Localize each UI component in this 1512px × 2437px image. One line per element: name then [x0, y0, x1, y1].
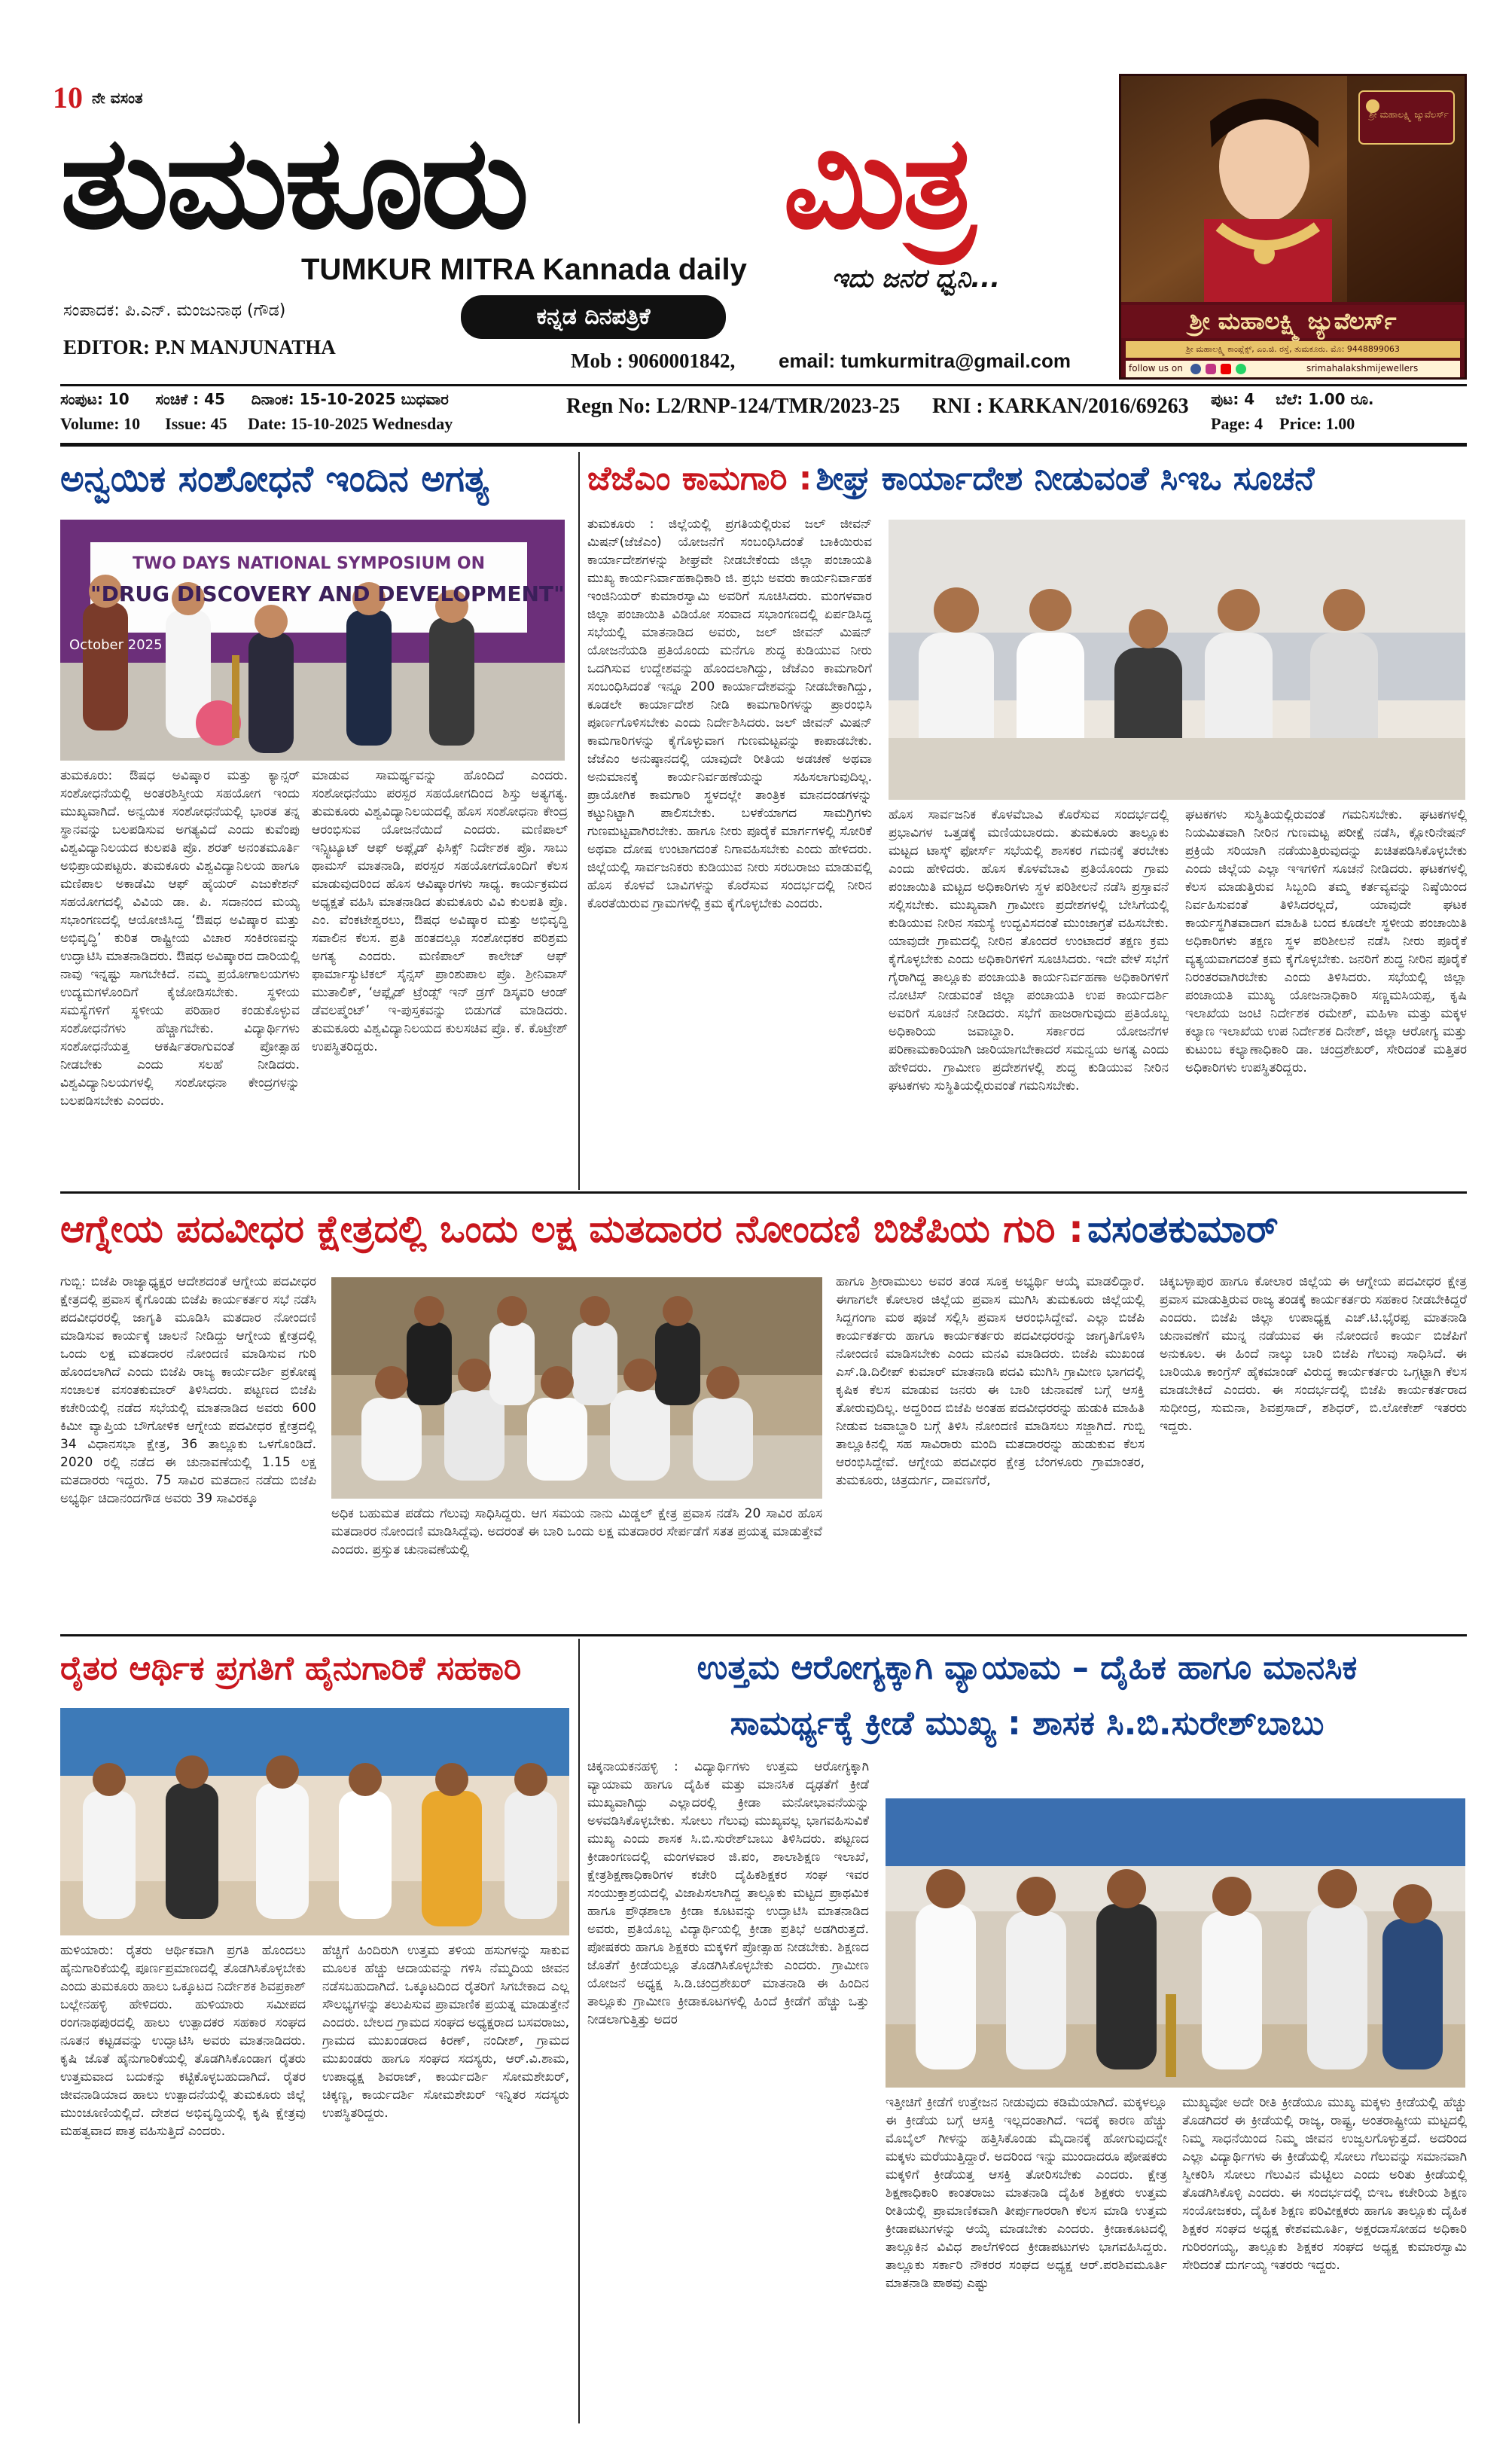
- story1-column-1: ತುಮಕೂರು: ಔಷಧ ಅವಿಷ್ಕಾರ ಮತ್ತು ಕ್ಯಾನ್ಸರ್ ಸಂಶೋಧನೆಯಲ್ಲಿ ಅಂತರಶಿಸ್ತೀಯ ಸಹಯೋಗ ಇಂದು ಮುಖ್ಯವಾಗಿದೆ. ಅನ್ವಯಿಕ ಸಂಶೋಧನೆಯಲ್ಲಿ ಭಾರತ ತನ್ನ ಸ್ಥಾನವನ್ನು ಬಲಪಡಿಸುವ ಅಗತ್ಯವಿದೆ ಎಂದು ಕುವೆಂಪು ವಿಶ್ವವಿದ್ಯಾನಿಲಯದ ಕುಲಪತಿ ಪ್ರೊ. ಶರತ್ ಅನಂತಮೂರ್ತಿ ಅಭಿಪ್ರಾಯಪಟ್ಟರು. ತುಮಕೂರು ವಿಶ್ವವಿದ್ಯಾನಿಲಯ ಹಾಗೂ ಮಣಿಪಾಲ ಅಕಾಡೆಮಿ ಆಫ್ ಹೈಯರ್ ಎಜುಕೇಶನ್ ಸಹಯೋಗದಲ್ಲಿ ವಿವಿಯ ಡಾ. ಪಿ. ಸದಾನಂದ ಮಯ್ಯ ಸಭಾಂಗಣದಲ್ಲಿ ಆಯೋಜಿಸಿದ್ದ ‘ಔಷಧ ಅವಿಷ್ಕಾರ ಮತ್ತು ಅಭಿವೃದ್ಧಿ’ ಕುರಿತ ರಾಷ್ಟ್ರೀಯ ವಿಚಾರ ಸಂಕಿರಣವನ್ನು ಉದ್ಘಾಟಿಸಿ ಮಾತನಾಡಿದರು. ಔಷಧ ಅವಿಷ್ಕಾರದ ದಾರಿಯಲ್ಲಿ ನಾವು ಇನ್ನಷ್ಟು ಸಾಗಬೇಕಿದೆ. ನಮ್ಮ ಪ್ರಯೋಗಾಲಯಗಳು ಉದ್ಯಮಗಳೊಂದಿಗೆ ಕೈಜೋಡಿಸಬೇಕು. ಸ್ಥಳೀಯ ಸಮಸ್ಯೆಗಳಿಗೆ ಸ್ಥಳೀಯ ಪರಿಹಾರ ಕಂಡುಕೊಳ್ಳುವ ಸಂಶೋಧನೆಗಳು ಹೆಚ್ಚಾಗಬೇಕು. ವಿದ್ಯಾರ್ಥಿಗಳು ಸಂಶೋಧನೆಯತ್ತ ಆಕರ್ಷಿತರಾಗುವಂತೆ ಪ್ರೋತ್ಸಾಹ ನೀಡಬೇಕು ಎಂದು ಸಲಹೆ ನೀಡಿದರು. ವಿಶ್ವವಿದ್ಯಾನಿಲಯಗಳಲ್ಲಿ ಸಂಶೋಧನಾ ಕೇಂದ್ರಗಳನ್ನು ಬಲಪಡಿಸಬೇಕು ಎಂದರು.: [60, 768, 300, 1109]
- ad-brand-top: ಶ್ರೀ ಮಹಾಲಕ್ಷ್ಮಿ ಜ್ಯುವೆಲರ್ಸ್: [1369, 109, 1449, 120]
- story3-headline-blue: ವಸಂತಕುಮಾರ್: [1087, 1207, 1279, 1251]
- story1-divider: [578, 452, 580, 1190]
- story5-photo: [886, 1798, 1465, 2088]
- story3-headline-red: ಆಗ್ನೇಯ ಪದವೀಧರ ಕ್ಷೇತ್ರದಲ್ಲಿ ಒಂದು ಲಕ್ಷ ಮತದಾರರ ನೋಂದಣಿ ಬಿಜೆಪಿಯ ಗುರಿ :: [60, 1207, 1084, 1251]
- jewellery-advertisement: [1119, 74, 1467, 380]
- story5-photo-image: [886, 1798, 1465, 2088]
- english-name: TUMKUR MITRA Kannada daily: [301, 253, 747, 286]
- story5-column-1: ಚಿಕ್ಕನಾಯಕನಹಳ್ಳಿ : ವಿದ್ಯಾರ್ಥಿಗಳು ಉತ್ತಮ ಆರೋಗ್ಯಕ್ಕಾಗಿ ವ್ಯಾಯಾಮ ಹಾಗೂ ದೈಹಿಕ ಮತ್ತು ಮಾನಸಿಕ ದೃಢತೆಗೆ ಕ್ರೀಡೆ ಮುಖ್ಯವಾಗಿದ್ದು ಎಲ್ಲಾದರಲ್ಲಿ ಕ್ರೀಡಾ ಮನೋಭಾವನೆಯನ್ನು ಅಳವಡಿಸಿಕೊಳ್ಳಬೇಕು. ಸೋಲು ಗೆಲುವು ಮುಖ್ಯವಲ್ಲ ಭಾಗವಹಿಸುವಿಕೆ ಮುಖ್ಯ ಎಂದು ಶಾಸಕ ಸಿ.ಬಿ.ಸುರೇಶ್‌ಬಾಬು ತಿಳಿಸಿದರು. ಪಟ್ಟಣದ ಕ್ರೀಡಾಂಗಣದಲ್ಲಿ ಮಂಗಳವಾರ ಜಿ.ಪಂ, ಶಾಲಾಶಿಕ್ಷಣ ಇಲಾಖೆ, ಕ್ಷೇತ್ರಶಿಕ್ಷಣಾಧಿಕಾರಿಗಳ ಕಚೇರಿ ದೈಹಿಕಶಿಕ್ಷಕರ ಸಂಘ ಇವರ ಸಂಯುಕ್ತಾಶ್ರಯದಲ್ಲಿ ವಿಜಾಪಿಸಲಾಗಿದ್ದ ತಾಲ್ಲೂಕು ಮಟ್ಟದ ಪ್ರಾಥಮಿಕ ಹಾಗೂ ಪ್ರೌಢಶಾಲಾ ಕ್ರೀಡಾ ಕೂಟವನ್ನು ಉದ್ಘಾಟಿಸಿ ಮಾತನಾಡಿದ ಅವರು, ಪ್ರತಿಯೊಬ್ಬ ವಿದ್ಯಾರ್ಥಿಯಲ್ಲಿ ಕ್ರೀಡಾ ಪ್ರತಿಭೆ ಅಡಗಿರುತ್ತದೆ. ಪೋಷಕರು ಹಾಗೂ ಶಿಕ್ಷಕರು ಮಕ್ಕಳಿಗೆ ಪ್ರೋತ್ಸಾಹ ನೀಡಬೇಕು. ಶಿಕ್ಷಣದ ಜೊತೆಗೆ ಕ್ರೀಡೆಯಲ್ಲೂ ತೊಡಗಿಸಿಕೊಳ್ಳಬೇಕು ಎಂದರು. ಗ್ರಾಮೀಣ ಯೋಜನೆ ಅಧ್ಯಕ್ಷ ಸಿ.ಡಿ.ಚಂದ್ರಶೇಖರ್ ಮಾತನಾಡಿ ಈ ಹಿಂದಿನ ತಾಲ್ಲೂಕು ಗ್ರಾಮೀಣ ಕ್ರೀಡಾಕೂಟಗಳಲ್ಲಿ ಹಿಂದೆ ಕ್ರೀಡೆಗೆ ಹೆಚ್ಚು ಒತ್ತು ನೀಡಲಾಗುತ್ತಿತ್ತು ಅದರ: [587, 1759, 869, 2027]
- story4-column-2: ಹೆಚ್ಚಿಗೆ ಹಿಂದಿರುಗಿ ಉತ್ತಮ ತಳಿಯ ಹಸುಗಳನ್ನು ಸಾಕುವ ಮೂಲಕ ಹೆಚ್ಚು ಆದಾಯವನ್ನು ಗಳಿಸಿ ನೆಮ್ಮದಿಯ ಜೀವನ ನಡೆಸಬಹುದಾಗಿದೆ. ಒಕ್ಕೂಟದಿಂದ ರೈತರಿಗೆ ಸಿಗಬೇಕಾದ ಎಲ್ಲ ಸೌಲಭ್ಯಗಳನ್ನು ತಲುಪಿಸುವ ಪ್ರಾಮಾಣಿಕ ಪ್ರಯತ್ನ ಮಾಡುತ್ತೇನೆ ಎಂದರು. ಬೇಲದ ಗ್ರಾಮದ ಸಂಘದ ಅಧ್ಯಕ್ಷರಾದ ಬಸವರಾಜು, ಗ್ರಾಮದ ಮುಖಂಡರಾದ ಕಿರಣ್, ನಂದೀಶ್, ಗ್ರಾಮದ ಮುಖಂಡರು ಹಾಗೂ ಸಂಘದ ಸದಸ್ಯರು, ಆರ್.ವಿ.ಶಾಮ, ಉಪಾಧ್ಯಕ್ಷ ಶಿವರಾಜ್, ಕಾರ್ಯದರ್ಶಿ ಸೋಮಶೇಖರ್, ಚಿಕ್ಕಣ್ಣ, ಕಾರ್ಯದರ್ಶಿ ಸೋಮಶೇಖರ್ ಇನ್ನಿತರ ಸದಸ್ಯರು ಉಪಸ್ಥಿತರಿದ್ದರು.: [322, 1943, 569, 2121]
- facebook-icon: [1190, 364, 1201, 374]
- story2-photo-image: [889, 520, 1465, 800]
- editor-english: EDITOR: P.N MANJUNATHA: [63, 336, 336, 358]
- title-mitra: ಮಿತ್ರ: [783, 108, 973, 258]
- story2-column-2: ಹೊಸ ಸಾರ್ವಜನಿಕ ಕೊಳವೆಬಾವಿ ಕೊರೆಸುವ ಸಂದರ್ಭದಲ್ಲಿ ಪ್ರಭಾವಿಗಳ ಒತ್ತಡಕ್ಕೆ ಮಣಿಯಬಾರದು. ತುಮಕೂರು ತಾಲ್ಲೂಕು ಮಟ್ಟದ ಟಾಸ್ಕ್ ಫೋರ್ಸ್ ಸಭೆಯಲ್ಲಿ ಶಾಸಕರ ಗಮನಕ್ಕೆ ತರಬೇಕು ಎಂದು ಹೇಳಿದರು. ಹೊಸ ಕೊಳವೆಬಾವಿ ಪ್ರತಿಯೊಂದು ಗ್ರಾಮ ಪಂಚಾಯಿತಿ ಮಟ್ಟದ ಅಧಿಕಾರಿಗಳು ಸ್ಥಳ ಪರಿಶೀಲನೆ ನಡೆಸಿ ಪ್ರಸ್ತಾವನೆ ಸಲ್ಲಿಸಬೇಕು. ಮುಖ್ಯವಾಗಿ ಗ್ರಾಮೀಣ ಪ್ರದೇಶಗಳಲ್ಲಿ ಬೇಸಿಗೆಯಲ್ಲಿ ಕುಡಿಯುವ ನೀರಿನ ಸಮಸ್ಯೆ ಉದ್ಭವಿಸದಂತೆ ಮುಂಜಾಗ್ರತೆ ವಹಿಸಬೇಕು. ಯಾವುದೇ ಗ್ರಾಮದಲ್ಲಿ ನೀರಿನ ತೊಂದರೆ ಉಂಟಾದರೆ ತಕ್ಷಣ ಕ್ರಮ ಕೈಗೊಳ್ಳಬೇಕು ಎಂದು ಅಧಿಕಾರಿಗಳಿಗೆ ಸೂಚಿಸಿದರು. ಇದೇ ವೇಳೆ ಸಭೆಗೆ ಗೈರಾಗಿದ್ದ ತಾಲ್ಲೂಕು ಪಂಚಾಯತಿ ಕಾರ್ಯನಿರ್ವಹಣಾ ಅಧಿಕಾರಿಗಳಿಗೆ ನೋಟಿಸ್ ನೀಡುವಂತೆ ಜಿಲ್ಲಾ ಪಂಚಾಯತಿ ಉಪ ಕಾರ್ಯದರ್ಶಿ ಅವರಿಗೆ ಸೂಚನೆ ನೀಡಿದರು. ಸಭೆಗೆ ಹಾಜರಾಗುವುದು ಪ್ರತಿಯೊಬ್ಬ ಅಧಿಕಾರಿಯ ಜವಾಬ್ದಾರಿ. ಸರ್ಕಾರದ ಯೋಜನೆಗಳ ಪರಿಣಾಮಕಾರಿಯಾಗಿ ಜಾರಿಯಾಗಬೇಕಾದರೆ ಸಮನ್ವಯ ಅಗತ್ಯ ಎಂದು ಹೇಳಿದರು. ಗ್ರಾಮೀಣ ಪ್ರದೇಶಗಳಲ್ಲಿ ಶುದ್ಧ ಕುಡಿಯುವ ನೀರಿನ ಘಟಕಗಳು ಸುಸ್ಥಿತಿಯಲ್ಲಿರುವಂತೆ ಗಮನಿಸಬೇಕು.: [889, 807, 1169, 1093]
- story2-headline-red: ಜೆಜೆಎಂ ಕಾಮಗಾರಿ :: [587, 459, 812, 498]
- ad-brand-name: ಶ್ರೀ ಮಹಾಲಕ್ಷ್ಮಿ ಜ್ಯುವೆಲರ್ಸ್: [1121, 305, 1465, 338]
- page-price-english: Page: 4 Price: 1.00: [1211, 414, 1355, 433]
- story1-column-2: ಮಾಡುವ ಸಾಮರ್ಥ್ಯವನ್ನು ಹೊಂದಿದೆ ಎಂದರು. ಸಂಶೋಧನೆಯು ಪರಸ್ಪರ ಸಹಯೋಗದಿಂದ ಶಿಸ್ತು ಅತ್ಯಗತ್ಯ. ತುಮಕೂರು ವಿಶ್ವವಿದ್ಯಾನಿಲಯದಲ್ಲಿ ಹೊಸ ಸಂಶೋಧನಾ ಕೇಂದ್ರ ಆರಂಭಿಸುವ ಯೋಜನೆಯಿದೆ ಎಂದರು. ಮಣಿಪಾಲ್ ಇನ್ಸ್ಟಿಟ್ಯೂಟ್ ಆಫ್ ಅಪ್ಲೈಡ್ ಫಿಸಿಕ್ಸ್ ನಿರ್ದೇಶಕ ಪ್ರೊ. ಸಾಬು ಥಾಮಸ್ ಮಾತನಾಡಿ, ಪರಸ್ಪರ ಸಹಯೋಗದೊಂದಿಗೆ ಕೆಲಸ ಮಾಡುವುದರಿಂದ ಹೊಸ ಆವಿಷ್ಕಾರಗಳು ಸಾಧ್ಯ. ಕಾರ್ಯಕ್ರಮದ ಅಧ್ಯಕ್ಷತೆ ವಹಿಸಿ ಮಾತನಾಡಿದ ತುಮಕೂರು ವಿವಿ ಕುಲಪತಿ ಪ್ರೊ. ಎಂ. ವೆಂಕಟೇಶ್ವರಲು, ಔಷಧ ಅವಿಷ್ಕಾರ ಮತ್ತು ಅಭಿವೃದ್ಧಿ ಸವಾಲಿನ ಕೆಲಸ. ಪ್ರತಿ ಹಂತದಲ್ಲೂ ಸಂಶೋಧಕರ ಪರಿಶ್ರಮ ಅಗತ್ಯ ಎಂದರು. ಮಣಿಪಾಲ್ ಕಾಲೇಜ್ ಆಫ್ ಫಾರ್ಮಾಸ್ಯುಟಿಕಲ್ ಸೈನ್ಸಸ್ ಪ್ರಾಂಶುಪಾಲ ಪ್ರೊ. ಶ್ರೀನಿವಾಸ್ ಮುತಾಲಿಕ್, ‘ಆಪ್ಲೈಡ್ ಟ್ರೆಂಡ್ಸ್ ಇನ್ ಡ್ರಗ್ ಡಿಸ್ಕವರಿ ಆಂಡ್ ಡೆವಲಪ್ಮೆಂಟ್’ ಇ-ಪುಸ್ತಕವನ್ನು ಬಿಡುಗಡೆ ಮಾಡಿದರು. ತುಮಕೂರು ವಿಶ್ವವಿದ್ಯಾನಿಲಯದ ಕುಲಸಚಿವ ಪ್ರೊ. ಕೆ. ಕೊಟ್ರೇಶ್ ಉಪಸ್ಥಿತರಿದ್ದರು.: [312, 768, 568, 1054]
- story1-headline: ಅನ್ವಯಿಕ ಸಂಶೋಧನೆ ಇಂದಿನ ಅಗತ್ಯ: [60, 458, 489, 500]
- story5-column-3: ಮುಖ್ಯವೋ ಅದೇ ರೀತಿ ಕ್ರೀಡೆಯೂ ಮುಖ್ಯ ಮಕ್ಕಳು ಕ್ರೀಡೆಯಲ್ಲಿ ಹೆಚ್ಚು ತೊಡಗಿದರೆ ಈ ಕ್ರೀಡೆಯಲ್ಲಿ ರಾಜ್ಯ, ರಾಷ್ಟ್ರ, ಅಂತರಾಷ್ಟ್ರೀಯ ಮಟ್ಟದಲ್ಲಿ ನಿಮ್ಮ ಸಾಧನೆಯಿಂದ ನಿಮ್ಮ ಜೀವನ ಉಜ್ವಲಗೊಳ್ಳುತ್ತದೆ. ಅದರಿಂದ ಎಲ್ಲಾ ವಿದ್ಯಾರ್ಥಿಗಳು ಈ ಕ್ರೀಡೆಯಲ್ಲಿ ಸೋಲು ಗೆಲುವನ್ನು ಸಮಾನವಾಗಿ ಸ್ವೀಕರಿಸಿ ಸೋಲು ಗೆಲುವಿನ ಮೆಟ್ಟಿಲು ಎಂದು ಅರಿತು ಕ್ರೀಡೆಯಲ್ಲಿ ತೊಡಗಿಸಿಕೊಳ್ಳಿ ಎಂದರು. ಈ ಸಂದರ್ಭದಲ್ಲಿ ಬಿಇಒ ಕಚೇರಿಯ ಶಿಕ್ಷಣ ಸಂಯೋಜಕರು, ದೈಹಿಕ ಶಿಕ್ಷಣ ಪರಿವೀಕ್ಷಕರು ಹಾಗೂ ತಾಲ್ಲೂಕು ದೈಹಿಕ ಶಿಕ್ಷಕರ ಸಂಘದ ಅಧ್ಯಕ್ಷ ಕೇಶವಮೂರ್ತಿ, ಅಕ್ಷರದಾಸೋಹದ ಅಧಿಕಾರಿ ಗುರಿರಂಗಯ್ಯ, ತಾಲ್ಲೂಕು ಶಿಕ್ಷಕರ ಸಂಘದ ಅಧ್ಯಕ್ಷ ಕುಮಾರಸ್ವಾಮಿ ಸೇರಿದಂತೆ ದುರ್ಗಯ್ಯ ಇತರರು ಇದ್ದರು.: [1182, 2095, 1467, 2273]
- story5-headline-line1: ಉತ್ತಮ ಆರೋಗ್ಯಕ್ಕಾಗಿ ವ್ಯಾಯಾಮ – ದೈಹಿಕ ಹಾಗೂ ಮಾನಸಿಕ: [697, 1649, 1358, 1687]
- ad-address: ಶ್ರೀ ಮಹಾಲಕ್ಷ್ಮಿ ಕಾಂಪ್ಲೆಕ್ಸ್, ಎಂ.ಜಿ. ರಸ್ತೆ, ತುಮಕೂರು. ಮೊ: 9448899063: [1126, 341, 1460, 358]
- instagram-icon: [1206, 364, 1216, 374]
- story2-photo: [889, 520, 1465, 800]
- story3-column-1: ಗುಬ್ಬಿ: ಬಿಜೆಪಿ ರಾಜ್ಯಾಧ್ಯಕ್ಷರ ಆದೇಶದಂತೆ ಆಗ್ನೇಯ ಪದವೀಧರ ಕ್ಷೇತ್ರದಲ್ಲಿ ಪ್ರವಾಸ ಕೈಗೊಂಡು ಬಿಜೆಪಿ ಕಾರ್ಯಕರ್ತರ ಸಭೆ ನಡೆಸಿ ಪದವೀಧರರಲ್ಲಿ ಜಾಗೃತಿ ಮೂಡಿಸಿ ಮತದಾರ ನೋಂದಣಿ ಮಾಡಿಸುವ ಕಾರ್ಯಕ್ಕೆ ಚಾಲನೆ ನೀಡಿದ್ದು ಆಗ್ನೇಯ ಕ್ಷೇತ್ರದಲ್ಲಿ ಒಂದು ಲಕ್ಷ ಮತದಾರರ ನೋಂದಣಿ ಮಾಡಿಸುವ ಗುರಿ ಹೊಂದಲಾಗಿದೆ ಎಂದು ಬಿಜೆಪಿ ರಾಜ್ಯ ಕಾರ್ಯದರ್ಶಿ ಪ್ರಕೋಷ್ಠ ಸಂಚಾಲಕ ವಸಂತಕುಮಾರ್ ತಿಳಿಸಿದರು. ಪಟ್ಟಣದ ಬಿಜೆಪಿ ಕಚೇರಿಯಲ್ಲಿ ನಡೆದ ಸಭೆಯಲ್ಲಿ ಮಾತನಾಡಿದ ಅವರು 600 ಕಿಮೀ ವ್ಯಾಪ್ತಿಯ ಬೌಗೋಳಿಕ ಆಗ್ನೇಯ ಪದವೀಧರ ಕ್ಷೇತ್ರದಲ್ಲಿ 34 ವಿಧಾನಸಭಾ ಕ್ಷೇತ್ರ, 36 ತಾಲ್ಲೂಕು ಒಳಗೊಂಡಿದೆ. 2020 ರಲ್ಲಿ ನಡೆದ ಈ ಚುನಾವಣೆಯಲ್ಲಿ 1.15 ಲಕ್ಷ ಮತದಾರರು ಇದ್ದರು. 75 ಸಾವಿರ ಮತದಾನ ನಡೆದು ಬಿಜೆಪಿ ಅಭ್ಯರ್ಥಿ ಚಿದಾನಂದಗೌಡ ಅವರು 39 ಸಾವಿರಕ್ಕೂ: [60, 1274, 316, 1506]
- story3-column-3: ಹಾಗೂ ಶ್ರೀರಾಮುಲು ಅವರ ತಂಡ ಸೂಕ್ತ ಅಭ್ಯರ್ಥಿ ಆಯ್ಕೆ ಮಾಡಲಿದ್ದಾರೆ. ಈಗಾಗಲೇ ಕೋಲಾರ ಜಿಲ್ಲೆಯ ಪ್ರವಾಸ ಮುಗಿಸಿ ತುಮಕೂರು ಜಿಲ್ಲೆಯಲ್ಲಿ ಸಿದ್ದಗಂಗಾ ಮಠ ಪೂಜೆ ಸಲ್ಲಿಸಿ ಪ್ರವಾಸ ಆರಂಭಿಸಿದ್ದೇವೆ. ಎಲ್ಲಾ ಬಿಜೆಪಿ ಕಾರ್ಯಕರ್ತರು ಹಾಗೂ ಕಾರ್ಯಕರ್ತರು ಪದವೀಧರರನ್ನು ಜಾಗೃತಿಗೊಳಿಸಿ ನೋಂದಣಿ ಮಾಡಿಸಬೇಕು ಎಂದು ಮನವಿ ಮಾಡಿದರು. ಬಿಜೆಪಿ ಮುಖಂಡ ಎಸ್.ಡಿ.ದಿಲೀಪ್ ಕುಮಾರ್ ಮಾತನಾಡಿ ಪದವಿ ಮುಗಿಸಿ ಗ್ರಾಮೀಣ ಭಾಗದಲ್ಲಿ ಕೃಷಿಕ ಕೆಲಸ ಮಾಡುವ ಜನರು ಈ ಬಾರಿ ಚುನಾವಣೆ ಬಗ್ಗೆ ಆಸಕ್ತಿ ತೋರುವುದಿಲ್ಲ. ಅದ್ದರಿಂದ ಬಿಜೆಪಿ ಅಂತಹ ಪದವೀಧರರನ್ನು ಹುಡುಕಿ ಮಾಹಿತಿ ನೀಡುವ ಜವಾಬ್ದಾರಿ ಬಗ್ಗೆ ತಿಳಿಸಿ ನೋಂದಣಿ ಮಾಡಿಸಲು ಸಜ್ಜಾಗಿದೆ. ಗುಬ್ಬಿ ತಾಲ್ಲೂಕಿನಲ್ಲಿ ಸಹ ಸಾವಿರಾರು ಮಂದಿ ಮತದಾರರನ್ನು ಹುಡುಕುವ ಕೆಲಸ ಆರಂಭಿಸಿದ್ದೇವೆ. ಆಗ್ನೇಯ ಪದವೀಧರ ಕ್ಷೇತ್ರ ಬೆಂಗಳೂರು ಗ್ರಾಮಾಂತರ, ತುಮಕೂರು, ಚಿತ್ರದುರ್ಗ, ದಾವಣಗೆರೆ,: [836, 1274, 1145, 1488]
- story2-headline-blue: ಶೀಘ್ರ ಕಾರ್ಯಾದೇಶ ನೀಡುವಂತೆ ಸಿಇಒ ಸೂಚನೆ: [815, 459, 1315, 498]
- title-kannada: ತುಮಕೂರು: [60, 108, 526, 258]
- story4-column-1: ಹುಳಿಯಾರು: ರೈತರು ಆರ್ಥಿಕವಾಗಿ ಪ್ರಗತಿ ಹೊಂದಲು ಹೈನುಗಾರಿಕೆಯಲ್ಲಿ ಪೂರ್ಣಪ್ರಮಾಣದಲ್ಲಿ ತೊಡಗಿಸಿಕೊಳ್ಳಬೇಕು ಎಂದು ತುಮಕೂರು ಹಾಲು ಒಕ್ಕೂಟದ ನಿರ್ದೇಶಕ ಶಿವಪ್ರಕಾಶ್ ಬಲ್ಲೇನಹಳ್ಳಿ ಹೇಳಿದರು. ಹುಳಿಯಾರು ಸಮೀಪದ ರಂಗನಾಥಪುರದಲ್ಲಿ ಹಾಲು ಉತ್ಪಾದಕರ ಸಹಕಾರ ಸಂಘದ ನೂತನ ಕಟ್ಟಡವನ್ನು ಉದ್ಘಾಟಿಸಿ ಅವರು ಮಾತನಾಡಿದರು. ಕೃಷಿ ಜೊತೆ ಹೈನುಗಾರಿಕೆಯಲ್ಲಿ ತೊಡಗಿಸಿಕೊಂಡಾಗ ರೈತರು ಉತ್ತಮವಾದ ಬದುಕನ್ನು ಕಟ್ಟಿಕೊಳ್ಳಬಹುದಾಗಿದೆ. ರೈತರ ಜೀವನಾಡಿಯಾದ ಹಾಲು ಉತ್ಪಾದನೆಯಲ್ಲಿ ತುಮಕೂರು ಜಿಲ್ಲೆ ಮುಂಚೂಣಿಯಲ್ಲಿದೆ. ದೇಶದ ಅಭಿವೃದ್ಧಿಯಲ್ಲಿ ಕೃಷಿ ಕ್ಷೇತ್ರವು ಮಹತ್ವವಾದ ಪಾತ್ರ ವಹಿಸುತ್ತಿದೆ ಎಂದರು.: [60, 1943, 306, 2139]
- story1-photo: [60, 520, 565, 761]
- story4-photo: [60, 1708, 569, 1935]
- rule-after-row2: [60, 1634, 1467, 1636]
- rni-number: RNI : KARKAN/2016/69263: [932, 395, 1189, 418]
- story5-column-2: ಇತ್ತೀಚಿಗೆ ಕ್ರೀಡೆಗೆ ಉತ್ತೇಜನ ನೀಡುವುದು ಕಡಿಮೆಯಾಗಿದೆ. ಮಕ್ಕಳಲ್ಲೂ ಈ ಕ್ರೀಡೆಯ ಬಗ್ಗೆ ಆಸಕ್ತಿ ಇಲ್ಲದಂತಾಗಿದೆ. ಇದಕ್ಕೆ ಕಾರಣ ಹೆಚ್ಚು ಮೊಬೈಲ್ ಗೀಳನ್ನು ಹತ್ತಿಸಿಕೊಂಡು ಮೈದಾನಕ್ಕೆ ಹೋಗುವುದನ್ನೇ ಮಕ್ಕಳು ಮರೆಯುತ್ತಿದ್ದಾರೆ. ಅದರಿಂದ ಇನ್ನು ಮುಂದಾದರೂ ಪೋಷಕರು ಮಕ್ಕಳಿಗೆ ಕ್ರೀಡೆಯತ್ತ ಆಸಕ್ತಿ ತೋರಿಸಬೇಕು ಎಂದರು. ಕ್ಷೇತ್ರ ಶಿಕ್ಷಣಾಧಿಕಾರಿ ಕಾಂತರಾಜು ಮಾತನಾಡಿ ದೈಹಿಕ ಶಿಕ್ಷಕರು ಉತ್ತಮ ರೀತಿಯಲ್ಲಿ ಪ್ರಾಮಾಣಿಕವಾಗಿ ತೀರ್ಪುಗಾರರಾಗಿ ಕೆಲಸ ಮಾಡಿ ಉತ್ತಮ ಕ್ರೀಡಾಪಟುಗಳನ್ನು ಆಯ್ಕೆ ಮಾಡಬೇಕು ಎಂದರು. ಕ್ರೀಡಾಕೂಟದಲ್ಲಿ ತಾಲ್ಲೂಕಿನ ವಿವಿಧ ಶಾಲೆಗಳಿಂದ ಕ್ರೀಡಾಪಟುಗಳು ಭಾಗವಹಿಸಿದ್ದರು. ತಾಲ್ಲೂಕು ಸರ್ಕಾರಿ ನೌಕರರ ಸಂಘದ ಅಧ್ಯಕ್ಷ ಆರ್.ಪರಶಿವಮೂರ್ತಿ ಮಾತನಾಡಿ ಪಾಠವು ಎಷ್ಟು: [886, 2095, 1167, 2291]
- whatsapp-icon: [1236, 364, 1246, 374]
- story4-headline: ರೈತರ ಆರ್ಥಿಕ ಪ್ರಗತಿಗೆ ಹೈನುಗಾರಿಕೆ ಸಹಕಾರಿ: [60, 1649, 522, 1688]
- page-price-kannada: ಪುಟ: 4 ಬೆಲೆ: 1.00 ರೂ.: [1211, 390, 1374, 408]
- story3-photo-image: [331, 1277, 822, 1499]
- edition-suffix: ನೇ ವಸಂತ: [92, 89, 143, 107]
- editor-kannada: ಸಂಪಾದಕ: ಪಿ.ಎನ್. ಮಂಜುನಾಥ (ಗೌಡ): [63, 301, 286, 320]
- story3-headline: [60, 1197, 1467, 1261]
- info-bar: [60, 389, 1467, 440]
- youtube-icon: [1221, 364, 1231, 374]
- story1-banner-date: October 2025: [69, 637, 163, 653]
- volume-issue-date-kannada: ಸಂಪುಟ: 10 ಸಂಚಿಕೆ : 45 ದಿನಾಂಕ: 15-10-2025 ಬುಧವಾರ: [60, 390, 449, 408]
- email-address: email: tumkurmitra@gmail.com: [779, 349, 1072, 372]
- story4-photo-image: [60, 1708, 569, 1935]
- story3-column-2: ಅಧಿಕ ಬಹುಮತ ಪಡೆದು ಗೆಲುವು ಸಾಧಿಸಿದ್ದರು. ಆಗ ಸಮಯ ನಾನು ಮಿಡ್ಡಲ್ ಕ್ಷೇತ್ರ ಪ್ರವಾಸ ನಡೆಸಿ 20 ಸಾವಿರ ಹೊಸ ಮತದಾರರ ನೋಂದಣಿ ಮಾಡಿಸಿದ್ದೆವು. ಅದರಂತೆ ಈ ಬಾರಿ ಒಂದು ಲಕ್ಷ ಮತದಾರರ ಸೇರ್ಪಡೆಗೆ ಸತತ ಪ್ರಯತ್ನ ಮಾಡುತ್ತೇವೆ ಎಂದರು. ಪ್ರಸ್ತುತ ಚುನಾವಣೆಯಲ್ಲಿ: [331, 1506, 822, 1557]
- info-rule-bottom: [60, 443, 1467, 447]
- ad-follow-bar: [1126, 361, 1460, 377]
- story2-headline: [587, 452, 1467, 506]
- story1-banner-line2: "DRUG DISCOVERY AND DEVELOPMENT": [90, 581, 565, 606]
- daily-badge: ಕನ್ನಡ ದಿನಪತ್ರಿಕೆ: [461, 295, 726, 339]
- registration-number: Regn No: L2/RNP-124/TMR/2023-25: [566, 395, 901, 418]
- story3-photo: [331, 1277, 822, 1499]
- ad-follow-label: follow us on: [1129, 363, 1183, 374]
- lamp-icon: [232, 655, 239, 738]
- info-rule-top: [60, 384, 1467, 386]
- volume-issue-date-english: Volume: 10 Issue: 45 Date: 15-10-2025 Wednesday: [60, 414, 453, 433]
- story4-divider: [578, 1639, 580, 2423]
- story2-column-1: ತುಮಕೂರು : ಜಿಲ್ಲೆಯಲ್ಲಿ ಪ್ರಗತಿಯಲ್ಲಿರುವ ಜಲ್ ಜೀವನ್ ಮಿಷನ್(ಜೆಜೆಎಂ) ಯೋಜನೆಗೆ ಸಂಬಂಧಿಸಿದಂತೆ ಬಾಕಿಯಿರುವ ಕಾರ್ಯಾದೇಶಗಳನ್ನು ಶೀಘ್ರವೇ ನೀಡಬೇಕೆಂದು ಜಿಲ್ಲಾ ಪಂಚಾಯತಿ ಮುಖ್ಯ ಕಾರ್ಯನಿರ್ವಾಹಕಾಧಿಕಾರಿ ಜಿ. ಪ್ರಭು ಅವರು ಕಾರ್ಯನಿರ್ವಾಹಕ ಇಂಜಿನಿಯರ್ ಕುಮಾರಸ್ವಾಮಿ ಅವರಿಗೆ ಸೂಚಿಸಿದರು. ಮಂಗಳವಾರ ಜಿಲ್ಲಾ ಪಂಚಾಯಿತಿ ವಿಡಿಯೋ ಸಂವಾದ ಸಭಾಂಗಣದಲ್ಲಿ ಏರ್ಪಡಿಸಿದ್ದ ಸಭೆಯಲ್ಲಿ ಮಾತನಾಡಿದ ಅವರು, ಜಲ್ ಜೀವನ್ ಮಿಷನ್ ಯೋಜನೆಯಡಿ ಪ್ರತಿಯೊಂದು ಮನೆಗೂ ಶುದ್ಧ ಕುಡಿಯುವ ನೀರು ಒದಗಿಸುವ ಉದ್ದೇಶವನ್ನು ಹೊಂದಲಾಗಿದ್ದು, ಜೆಜೆಎಂ ಕಾಮಗಾರಿಗೆ ಸಂಬಂಧಿಸಿದಂತೆ ಇನ್ನೂ 200 ಕಾರ್ಯಾದೇಶವನ್ನು ನೀಡಬೇಕಾಗಿದ್ದು, ಕೂಡಲೇ ಕಾರ್ಯಾದೇಶ ನೀಡಿ ಕಾಮಗಾರಿಗಳನ್ನು ಪ್ರಾರಂಭಿಸಿ ಪೂರ್ಣಗೊಳಿಸಬೇಕು ಎಂದು ನಿರ್ದೇಶಿಸಿದರು. ಜಲ್ ಜೀವನ್ ಮಿಷನ್ ಕಾಮಗಾರಿಗಳನ್ನು ಕೈಗೊಳ್ಳುವಾಗ ಗುಣಮಟ್ಟವನ್ನು ಕಾಪಾಡಬೇಕು. ಜೆಜೆಎಂ ಅನುಷ್ಠಾನದಲ್ಲಿ ಯಾವುದೇ ರೀತಿಯ ಅಡಚಣೆ ಅಥವಾ ಅನುಮಾನಕ್ಕೆ ಕಾರ್ಯನಿರ್ವಹಣೆಯನ್ನು ಸಹಿಸಲಾಗುವುದಿಲ್ಲ. ಪ್ರಾಯೋಗಿಕ ಕಾಮಗಾರಿ ಸ್ಥಳದಲ್ಲೇ ತಾಂತ್ರಿಕ ಮಾನದಂಡಗಳನ್ನು ಕಟ್ಟುನಿಟ್ಟಾಗಿ ಪಾಲಿಸಬೇಕು. ಬಳಕೆಯಾಗದ ಸಾಮಗ್ರಿಗಳು ಗುಣಮಟ್ಟವಾಗಿರಬೇಕು. ಹಾಗೂ ನೀರು ಪೂರೈಕೆ ಮಾರ್ಗಗಳಲ್ಲಿ ಸೋರಿಕೆ ಅಥವಾ ದೋಷ ಉಂಟಾಗದಂತೆ ನಿಗಾವಹಿಸಬೇಕು ಎಂದು ಹೇಳಿದರು. ಜಿಲ್ಲೆಯಲ್ಲಿ ಸಾರ್ವಜನಿಕರು ಕುಡಿಯುವ ನೀರು ಸರಬರಾಜು ಮಾಡುವಲ್ಲಿ ಹೊಸ ಕೊಳವೆ ಬಾವಿಗಳನ್ನು ಕೊರೆಸುವ ಸಂದರ್ಭದಲ್ಲಿ ನೀರಿನ ಕೊರತೆಯಿರುವ ಗ್ರಾಮಗಳಲ್ಲಿ ಕ್ರಮ ಕೈಗೊಳ್ಳಬೇಕು ಎಂದರು.: [587, 517, 872, 911]
- story2-column-3: ಘಟಕಗಳು ಸುಸ್ಥಿತಿಯಲ್ಲಿರುವಂತೆ ಗಮನಿಸಬೇಕು. ಘಟಕಗಳಲ್ಲಿ ನಿಯಮಿತವಾಗಿ ನೀರಿನ ಗುಣಮಟ್ಟ ಪರೀಕ್ಷೆ ನಡೆಸಿ, ಕ್ಲೋರಿನೇಷನ್ ಪ್ರಕ್ರಿಯೆ ಸರಿಯಾಗಿ ನಡೆಯುತ್ತಿರುವುದನ್ನು ಖಚಿತಪಡಿಸಿಕೊಳ್ಳಬೇಕು ಎಂದು ಜಿಲ್ಲೆಯ ಎಲ್ಲಾ ಇಇಗಳಿಗೆ ಸೂಚನೆ ನೀಡಿದರು. ಘಟಕಗಳಲ್ಲಿ ಕೆಲಸ ಮಾಡುತ್ತಿರುವ ಸಿಬ್ಬಂದಿ ತಮ್ಮ ಕರ್ತವ್ಯವನ್ನು ನಿಷ್ಠೆಯಿಂದ ನಿರ್ವಹಿಸುವಂತೆ ತಿಳಿಸಿದರಲ್ಲದೆ, ಯಾವುದೇ ಘಟಕ ಕಾರ್ಯಸ್ಥಗಿತವಾದಾಗ ಮಾಹಿತಿ ಬಂದ ಕೂಡಲೇ ಸ್ಥಳೀಯ ಪಂಚಾಯಿತಿ ಅಧಿಕಾರಿಗಳು ತಕ್ಷಣ ಸ್ಥಳ ಪರಿಶೀಲನೆ ನಡೆಸಿ ನೀರು ಪೂರೈಕೆ ವ್ಯತ್ಯಯವಾಗದಂತೆ ಕ್ರಮ ಕೈಗೊಳ್ಳಬೇಕು. ಜನರಿಗೆ ಶುದ್ಧ ನೀರಿನ ಪೂರೈಕೆ ನಿರಂತರವಾಗಿರಬೇಕು ಎಂದು ತಿಳಿಸಿದರು. ಸಭೆಯಲ್ಲಿ ಜಿಲ್ಲಾ ಪಂಚಾಯತಿ ಮುಖ್ಯ ಯೋಜನಾಧಿಕಾರಿ ಸಣ್ಣಮಸಿಯಪ್ಪ, ಕೃಷಿ ಇಲಾಖೆಯ ಜಂಟಿ ನಿರ್ದೇಶಕ ರಮೇಶ್, ಮಹಿಳಾ ಮತ್ತು ಮಕ್ಕಳ ಕಲ್ಯಾಣ ಇಲಾಖೆಯ ಉಪ ನಿರ್ದೇಶಕ ದಿನೇಶ್, ಜಿಲ್ಲಾ ಆರೋಗ್ಯ ಮತ್ತು ಕುಟುಂಬ ಕಲ್ಯಾಣಾಧಿಕಾರಿ ಡಾ. ಚಂದ್ರಶೇಖರ್, ಸೇರಿದಂತೆ ಮತ್ತಿತರ ಅಧಿಕಾರಿಗಳು ಉಪಸ್ಥಿತರಿದ್ದರು.: [1185, 807, 1467, 1075]
- story1-banner-line1: TWO DAYS NATIONAL SYMPOSIUM ON: [132, 554, 486, 573]
- ad-handle: srimahalakshmijewellers: [1306, 363, 1419, 374]
- story5-headline-line2: ಸಾಮರ್ಥ್ಯಕ್ಕೆ ಕ್ರೀಡೆ ಮುಖ್ಯ : ಶಾಸಕ ಸಿ.ಬಿ.ಸುರೇಶ್‌ಬಾಬು: [730, 1704, 1325, 1743]
- mobile-number: Mob : 9060001842,: [571, 349, 736, 372]
- rule-after-row1: [60, 1191, 1467, 1194]
- story3-column-4: ಚಿಕ್ಕಬಳ್ಳಾಪುರ ಹಾಗೂ ಕೋಲಾರ ಜಿಲ್ಲೆಯ ಈ ಆಗ್ನೇಯ ಪದವೀಧರ ಕ್ಷೇತ್ರ ಪ್ರವಾಸ ಮಾಡುತ್ತಿರುವ ರಾಜ್ಯ ತಂಡಕ್ಕೆ ಕಾರ್ಯಕರ್ತರು ಸಹಕಾರ ನೀಡಬೇಕಿದ್ದರೆ ಎಂದರು. ಬಿಜೆಪಿ ಜಿಲ್ಲಾ ಉಪಾಧ್ಯಕ್ಷ ಎಚ್.ಟಿ.ಭೈರಪ್ಪ ಮಾತನಾಡಿ ಚುನಾವಣೆಗೆ ಮುನ್ನ ನಡೆಯುವ ಈ ನೋಂದಣಿ ಕಾರ್ಯ ಬಿಜೆಪಿಗೆ ಅನುಕೂಲ. ಈ ಹಿಂದೆ ನಾಲ್ಕು ಬಾರಿ ಬಿಜೆಪಿ ಗೆಲುವು ಸಾಧಿಸಿದೆ. ಈ ಬಾರಿಯೂ ಕಾಂಗ್ರೆಸ್ ಹೈಕಮಾಂಡ್ ವಿರುದ್ಧ ಕಾರ್ಯಕರ್ತರು ಒಗ್ಗಟ್ಟಾಗಿ ಕೆಲಸ ಮಾಡಬೇಕಿದೆ ಎಂದರು. ಈ ಸಂದರ್ಭದಲ್ಲಿ ಬಿಜೆಪಿ ಕಾರ್ಯಕರ್ತರಾದ ಸುಧೀಂದ್ರ, ಸುಮನಾ, ಶಿವಪ್ರಸಾದ್, ಶಶಿಧರ್, ಬಿ.ಲೋಕೇಶ್ ಇತರರು ಇದ್ದರು.: [1160, 1274, 1467, 1434]
- tagline: ಇದು ಜನರ ಧ್ವನಿ...: [831, 264, 1000, 294]
- edition-number: 10: [53, 81, 83, 114]
- masthead: [0, 0, 1512, 392]
